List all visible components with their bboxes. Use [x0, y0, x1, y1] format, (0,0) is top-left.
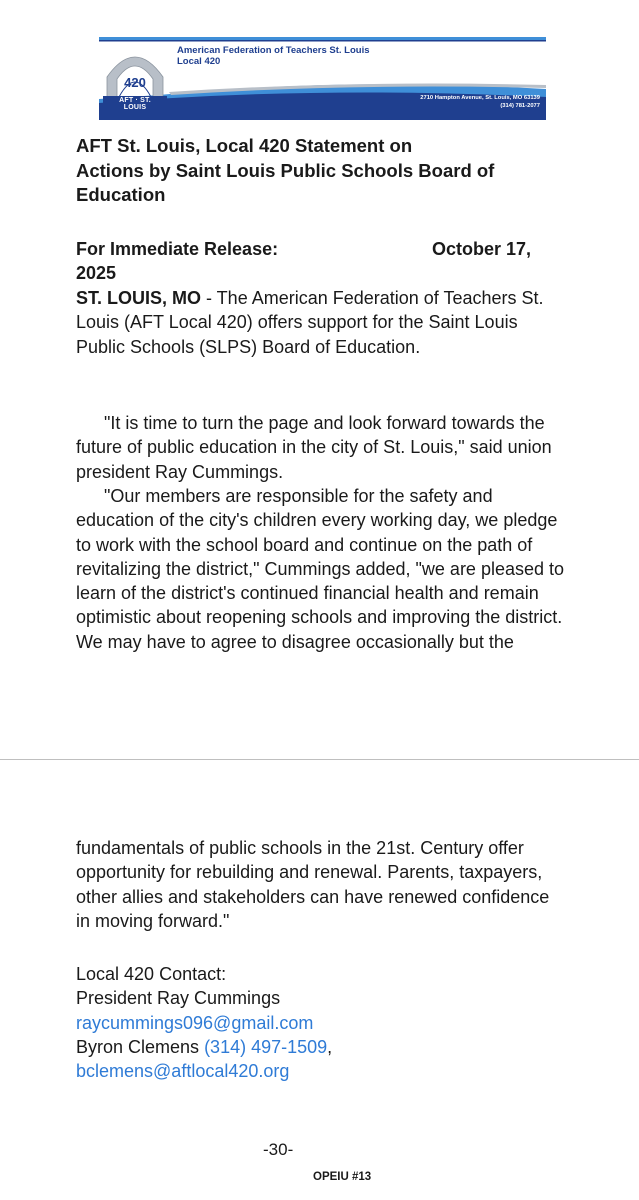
union-footer: OPEIU #13 [313, 1171, 372, 1183]
dateline: ST. LOUIS, MO [76, 288, 202, 308]
email-link[interactable]: raycummings096@gmail.com [76, 1012, 314, 1033]
contact-name: Byron Clemens [76, 1036, 205, 1057]
phone-line: (314) 781-2077 [500, 103, 540, 109]
quote-paragraph-2: "Our members are responsible for the safety and education of the city's children every working day, we pledge to work with the school board and continue on the path of revitalizing the district," Cummings added, "we are pleased to learn of the district's continued financial health and remain optimistic about reopening schools and improving the district. We may have to agree to disagree occasionally but the [76, 486, 565, 652]
release-date: October 17, [432, 239, 532, 259]
release-line [76, 237, 556, 283]
contact-block [76, 962, 536, 1083]
letterhead-banner [99, 37, 546, 120]
org-address [420, 94, 540, 110]
continuation-paragraph: fundamentals of public schools in the 21st. Century offer opportunity for rebuilding and renewal. Parents, taxpayers, other allies and stakeholders can have renewed confidence in moving forward." [76, 838, 550, 931]
release-label: For Immediate Release: [76, 239, 279, 259]
statement-headline [76, 134, 566, 208]
svg-text:420: 420 [124, 75, 146, 90]
org-name: American Federation of Teachers St. Louis [177, 45, 370, 56]
email-link[interactable]: bclemens@aftlocal420.org [76, 1061, 290, 1082]
headline-line: Actions by Saint Louis Public Schools Board of [76, 159, 495, 181]
quote-paragraph-1: "It is time to turn the page and look forward towards the future of public education in the city of St. Louis," said union president Ray Cummings. [76, 413, 552, 482]
contact-name: President Ray Cummings [76, 988, 281, 1009]
release-year: 2025 [76, 263, 117, 283]
headline-line: Education [76, 184, 166, 205]
intro-text: - The American Federation of Teachers St. Louis (AFT Local 420) offers support for the Saint Louis Public Schools (SLPS) Board of Education. [76, 288, 544, 357]
page-number: -30- [263, 1140, 294, 1159]
phone-link[interactable]: (314) 497-1509 [204, 1036, 328, 1057]
page-divider [0, 759, 639, 760]
comma: , [327, 1036, 333, 1057]
contact-heading: Local 420 Contact: [76, 964, 227, 984]
org-local: Local 420 [177, 56, 221, 67]
logo-label: AFT · ST. LOUIS [119, 97, 151, 111]
headline-line: AFT St. Louis, Local 420 Statement on [76, 135, 413, 156]
address-line: 2710 Hampton Avenue, St. Louis, MO 63139 [420, 95, 540, 101]
intro-paragraph [76, 286, 564, 359]
